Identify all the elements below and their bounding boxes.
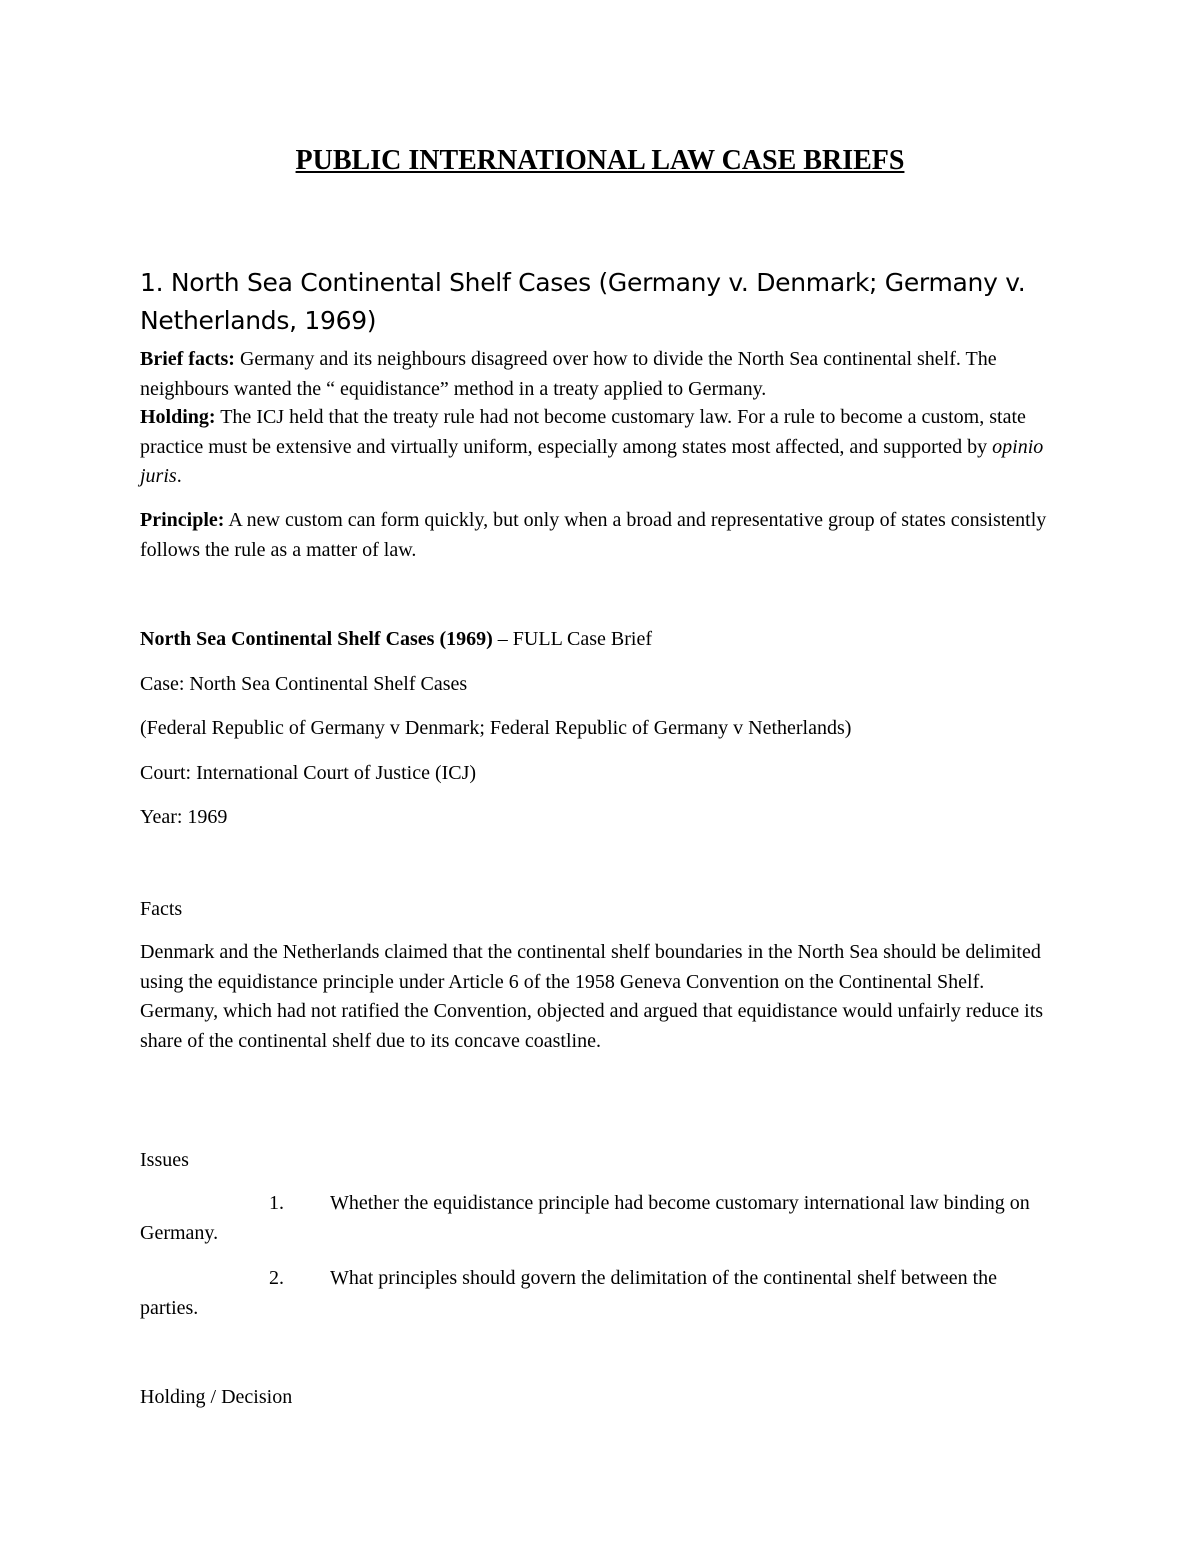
facts-heading: Facts (140, 898, 183, 920)
holding-paragraph (140, 403, 1065, 492)
case-heading: 1. North Sea Continental Shelf Cases (Germany v. Denmark; Germany v. Netherlands, 1969) (140, 268, 1026, 335)
issue-text: Whether the equidistance principle had become customary international law binding on Germany. (140, 1192, 1030, 1244)
holding-decision-heading: Holding / Decision (140, 1386, 293, 1408)
holding-text: The ICJ held that the treaty rule had not become customary law. For a rule to become a custom, state practice must be extensive and virtually uniform, especially among states most affected, and supported by (140, 406, 1026, 458)
brief-facts-label: Brief facts: (140, 348, 235, 370)
issue-item (140, 1189, 1060, 1248)
full-brief-heading (140, 625, 652, 653)
brief-facts-text: Germany and its neighbours disagreed over how to divide the North Sea continental shelf. The neighbours wanted the “ equidistance” method in a treaty applied to Germany. (140, 348, 997, 400)
issue-item (140, 1264, 1060, 1323)
facts-paragraph: Denmark and the Netherlands claimed that the continental shelf boundaries in the North Sea should be delimited using the equidistance principle under Article 6 of the 1958 Geneva Convention on the Continental Shelf. Germany, which had not ratified the Convention, objected and argued that equidistance would unfairly reduce its share of the continental shelf due to its concave coastline. (140, 941, 1044, 1052)
court-line: Court: International Court of Justice (ICJ) (140, 762, 477, 784)
principle-text: A new custom can form quickly, but only when a broad and representative group of states consistently follows the rule as a matter of law. (140, 509, 1047, 561)
parties-line: (Federal Republic of Germany v Denmark; Federal Republic of Germany v Netherlands) (140, 717, 852, 739)
issues-heading: Issues (140, 1149, 189, 1171)
holding-italic-term: opinio juris (140, 435, 1044, 487)
issue-number: 2. (269, 1267, 284, 1289)
year-line: Year: 1969 (140, 806, 228, 828)
issue-number: 1. (269, 1192, 284, 1214)
principle-paragraph (140, 506, 1065, 565)
full-brief-heading-rest: – FULL Case Brief (492, 628, 653, 650)
principle-label: Principle: (140, 509, 225, 531)
document-title: PUBLIC INTERNATIONAL LAW CASE BRIEFS (295, 145, 905, 176)
case-line: Case: North Sea Continental Shelf Cases (140, 673, 468, 695)
brief-facts-paragraph (140, 345, 1065, 404)
full-brief-heading-bold: North Sea Continental Shelf Cases (1969) (140, 628, 493, 650)
holding-end: . (176, 465, 182, 487)
issue-text: What principles should govern the delimitation of the continental shelf between the parties. (140, 1267, 998, 1319)
holding-label: Holding: (140, 406, 216, 428)
